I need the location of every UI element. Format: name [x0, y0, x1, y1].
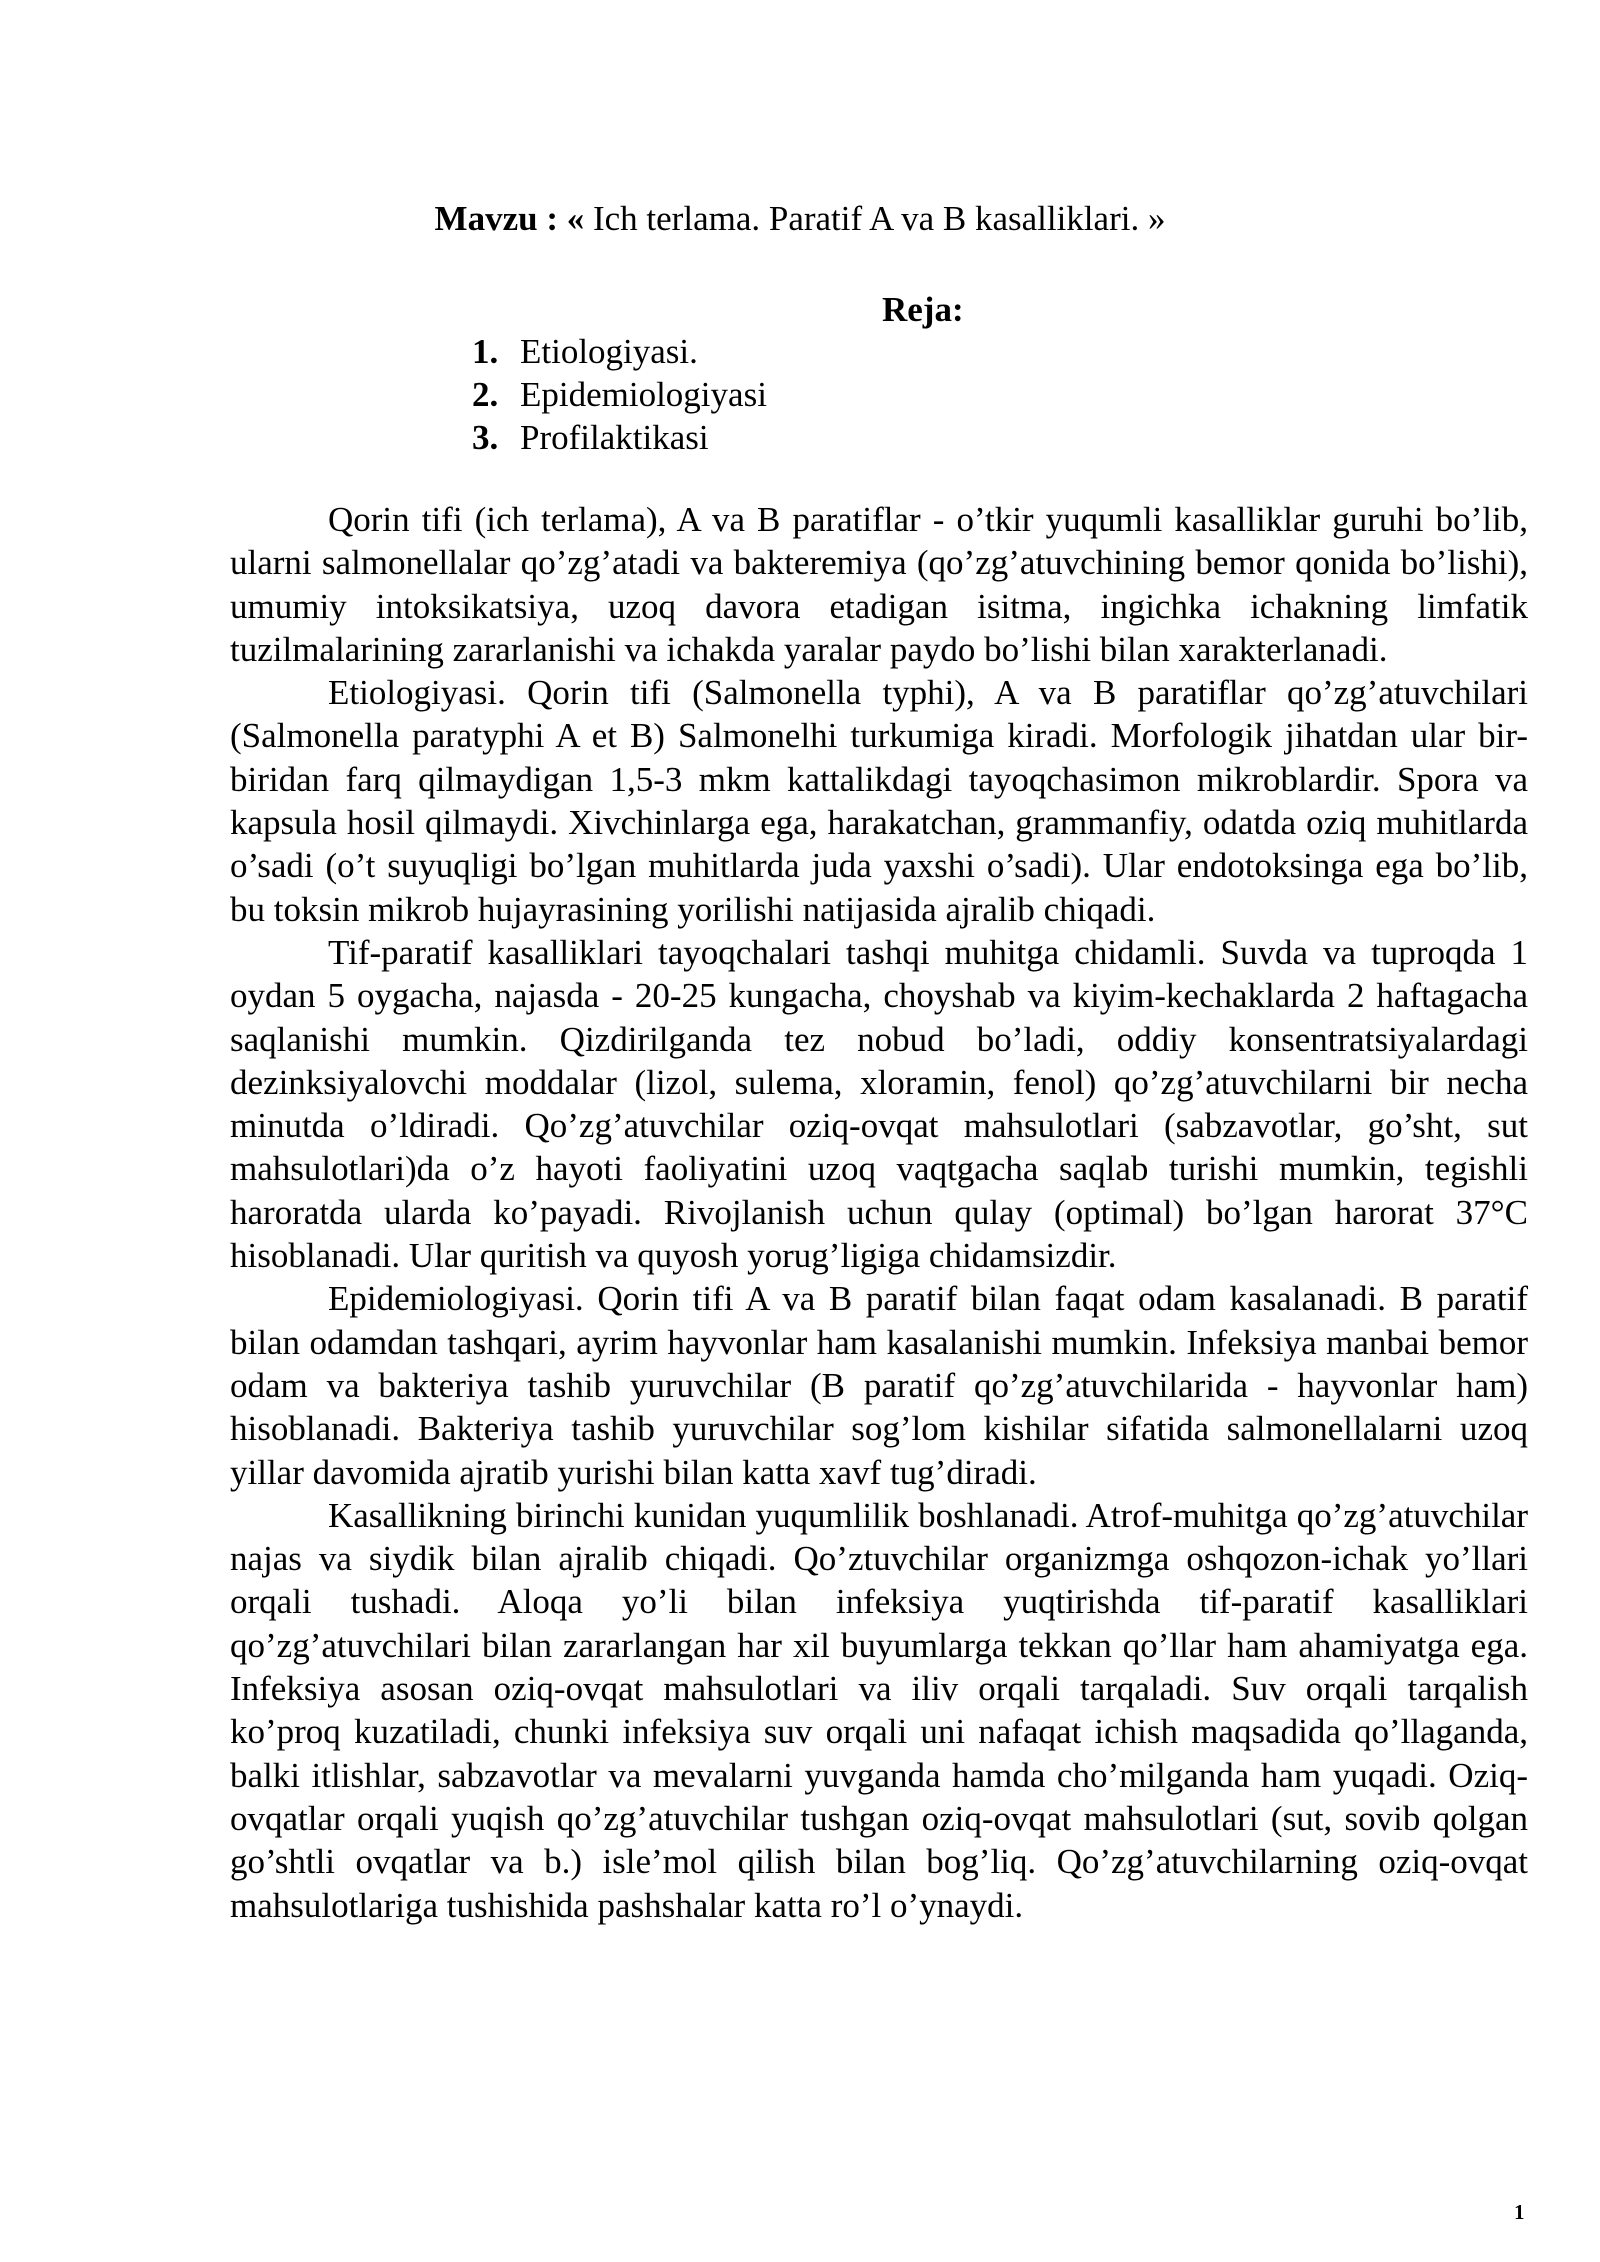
plan-heading: Reja:	[882, 290, 964, 329]
plan-item	[472, 330, 767, 373]
document-title	[0, 195, 1600, 243]
paragraph-resistance: Tif-paratif kasalliklari tayoqchalari tashqi muhitga chidamli. Suvda va tuproqda 1 oydan 5 oygacha, najasda - 20-25 kungacha, choyshab va kiyim-kechaklarda 2 haftagacha saqlanishi mumkin. Qizdirilganda tez nobud bo’ladi, oddiy konsentratsiyalardagi dezinksiyalovchi moddalar (lizol, sulema, xloramin, fenol) qo’zg’atuvchilarni bir necha minutda o’ldiradi. Qo’zg’atuvchilar oziq-ovqat mahsulotlari (sabzavotlar, go’sht, sut mahsulotlari)da o’z hayoti faoliyatini uzoq vaqtgacha saqlab turishi mumkin, tegishli haroratda ularda ko’payadi. Rivojlanish uchun qulay (optimal) bo’lgan harorat 37°C hisoblanadi. Ular quritish va quyosh yorug’ligiga chidamsizdir.	[230, 932, 1528, 1276]
paragraph-intro: Qorin tifi (ich terlama), A va B paratiflar - o’tkir yuqumli kasalliklar guruhi bo’lib, ularni salmonellalar qo’zg’atadi va bakteremiya (qo’zg’atuvchining bemor qonida bo’lishi), umumiy intoksikatsiya, uzoq davora etadigan isitma, ingichka ichakning limfatik tuzilmalarining zararlanishi va ichakda yaralar paydo bo’lishi bilan xarakterlanadi.	[230, 500, 1528, 669]
plan-item-number: 1.	[472, 332, 499, 371]
paragraph-etiology: Etiologiyasi. Qorin tifi (Salmonella typhi), A va B paratiflar qo’zg’atuvchilari (Salmonella paratyphi A et B) Salmonelhi turkumiga kiradi. Morfologik jihatdan ular bir-biridan farq qilmaydigan 1,5-3 mkm kattalikdagi tayoqchasimon mikroblardir. Spora va kapsula hosil qilmaydi. Xivchinlarga ega, harakatchan, grammanfiy, odatda oziq muhitlarda o’sadi (o’t suyuqligi bo’lgan muhitlarda juda yaxshi o’sadi). Ular endotoksinga ega bo’lib, bu toksin mikrob hujayrasining yorilishi natijasida ajralib chiqadi.	[230, 673, 1528, 929]
title-open-quote: «	[566, 199, 585, 238]
title-label: Mavzu :	[434, 199, 558, 238]
plan-item-text: Etiologiyasi.	[520, 332, 698, 371]
body-text	[230, 498, 1528, 1927]
plan-item-number: 2.	[472, 375, 499, 414]
page-number: 1	[1514, 2200, 1525, 2224]
plan-item-text: Epidemiologiyasi	[520, 375, 767, 414]
paragraph-transmission: Kasallikning birinchi kunidan yuqumlilik boshlanadi. Atrof-muhitga qo’zg’atuvchilar najas va siydik bilan ajralib chiqadi. Qo’ztuvchilar organizmga oshqozon-ichak yo’llari orqali tushadi. Aloqa yo’li bilan infeksiya yuqtirishda tif-paratif kasalliklari qo’zg’atuvchilari bilan zararlangan har xil buyumlarga tekkan qo’llar ham ahamiyatga ega. Infeksiya asosan oziq-ovqat mahsulotlari va iliv orqali tarqaladi. Suv orqali tarqalish ko’proq kuzatiladi, chunki infeksiya suv orqali uni nafaqat ichish maqsadida qo’llaganda, balki itlishlar, sabzavotlar va mevalarni yuvganda hamda cho’milganda ham yuqadi. Oziq-ovqatlar orqali yuqish qo’zg’atuvchilar tushgan oziq-ovqat mahsulotlari (sut, sovib qolgan go’shtli ovqatlar va b.) isle’mol qilish bilan bog’liq. Qo’zg’atuvchilarning oziq-ovqat mahsulotlariga tushishida pashshalar katta ro’l o’ynaydi.	[230, 1495, 1528, 1925]
plan-item	[472, 373, 767, 416]
plan-item-number: 3.	[472, 418, 499, 457]
plan-list	[472, 330, 767, 459]
title-text: Ich terlama. Paratif A va B kasalliklari. »	[584, 199, 1166, 238]
paragraph-epidemiology: Epidemiologiyasi. Qorin tifi A va B paratif bilan faqat odam kasalanadi. B paratif bilan odamdan tashqari, ayrim hayvonlar ham kasalanishi mumkin. Infeksiya manbai bemor odam va bakteriya tashib yuruvchilar (B paratif qo’zg’atuvchilarida - hayvonlar ham) hisoblanadi. Bakteriya tashib yuruvchilar sog’lom kishilar sifatida salmonellalarni uzoq yillar davomida ajratib yurishi bilan katta xavf tug’diradi.	[230, 1279, 1528, 1492]
plan-item-text: Profilaktikasi	[520, 418, 709, 457]
plan-item	[472, 416, 767, 459]
